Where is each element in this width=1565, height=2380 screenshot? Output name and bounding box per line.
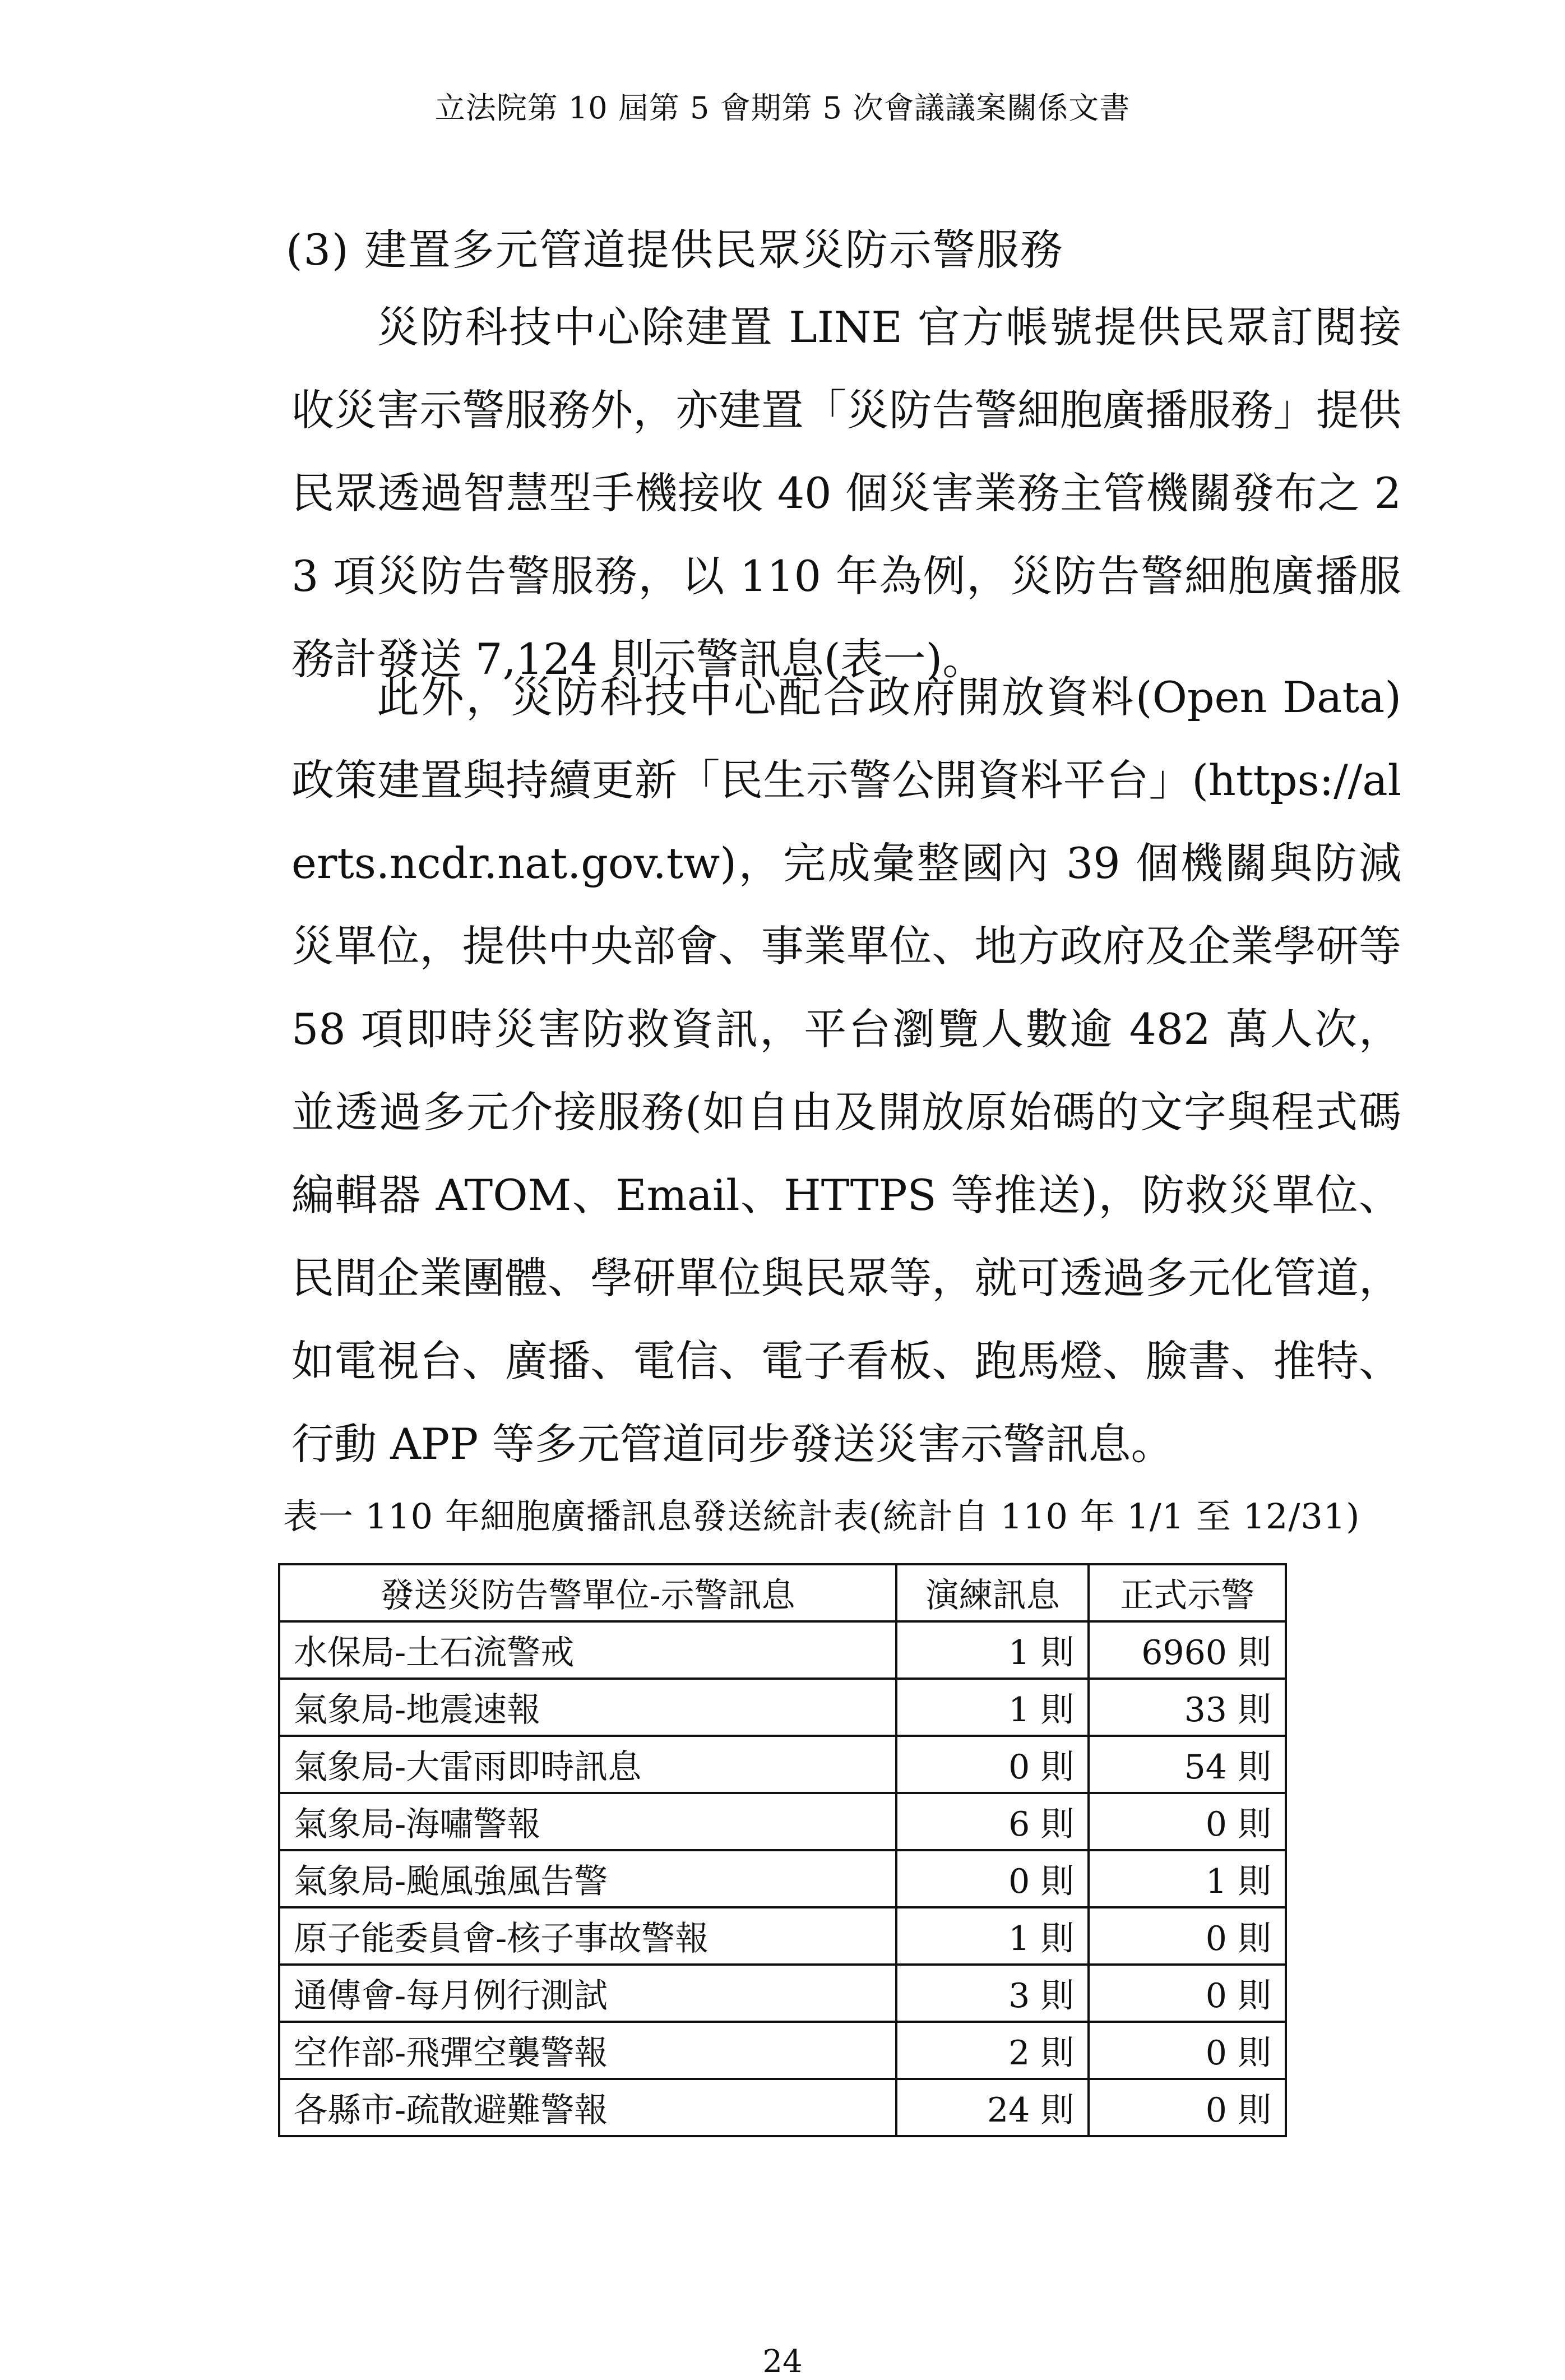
- cell-drill: 2 則: [896, 2022, 1089, 2079]
- cell-unit: 各縣市-疏散避難警報: [279, 2079, 896, 2136]
- cell-unit: 水保局-土石流警戒: [279, 1621, 896, 1679]
- cell-official: 0 則: [1089, 1793, 1286, 1850]
- cell-official: 33 則: [1089, 1679, 1286, 1736]
- table-row: [279, 1621, 1286, 1679]
- cell-unit: 空作部-飛彈空襲警報: [279, 2022, 896, 2079]
- cell-drill: 24 則: [896, 2079, 1089, 2136]
- page-number: 24: [762, 2344, 803, 2380]
- cell-drill: 6 則: [896, 1793, 1089, 1850]
- cell-unit: 通傳會-每月例行測試: [279, 1965, 896, 2022]
- cell-unit: 氣象局-海嘯警報: [279, 1793, 896, 1850]
- table-row: [279, 2022, 1286, 2079]
- table-row: [279, 1850, 1286, 1907]
- header-unit: 發送災防告警單位-示警訊息: [279, 1564, 896, 1621]
- cell-drill: 0 則: [896, 1850, 1089, 1907]
- table-caption: 表一 110 年細胞廣播訊息發送統計表(統計自 110 年 1/1 至 12/31): [283, 1496, 1360, 1537]
- header-drill: 演練訊息: [896, 1564, 1089, 1621]
- header-official: 正式示警: [1089, 1564, 1286, 1621]
- table-row: [279, 1793, 1286, 1850]
- cell-official: 0 則: [1089, 2079, 1286, 2136]
- alert-statistics-table: [278, 1563, 1287, 2137]
- body-paragraph-2: 此外，災防科技中心配合政府開放資料(Open Data)政策建置與持續更新「民生示警公開資料平台」(https://alerts.ncdr.nat.gov.tw)，完成彙整國內 39 個機關與防減災單位，提供中央部會、事業單位、地方政府及企業學研等 58 項即時災害防救資訊，平台瀏覽人數逾 482 萬人次，並透過多元介接服務(如自由及開放原始碼的文字與程式碼編輯器 ATOM、Email、HTTPS 等推送)，防救災單位、民間企業團體、學研單位與民眾等，就可透過多元化管道，如電視台、廣播、電信、電子看板、跑馬燈、臉書、推特、行動 APP 等多元管道同步發送災害示警訊息。: [291, 672, 1401, 1469]
- table-row: [279, 1907, 1286, 1965]
- table-row: [279, 1736, 1286, 1793]
- cell-official: 1 則: [1089, 1850, 1286, 1907]
- cell-official: 0 則: [1089, 1907, 1286, 1965]
- section-heading: (3) 建置多元管道提供民眾災防示警服務: [286, 225, 1064, 275]
- table-header-row: [279, 1564, 1286, 1621]
- cell-unit: 氣象局-地震速報: [279, 1679, 896, 1736]
- document-header: 立法院第 10 屆第 5 會期第 5 次會議議案關係文書: [434, 90, 1131, 126]
- table-row: [279, 2079, 1286, 2136]
- cell-drill: 1 則: [896, 1679, 1089, 1736]
- body-paragraph-1: 災防科技中心除建置 LINE 官方帳號提供民眾訂閱接收災害示警服務外，亦建置「災防告警細胞廣播服務」提供民眾透過智慧型手機接收 40 個災害業務主管機關發布之 23 項災防告警服務，以 110 年為例，災防告警細胞廣播服務計發送 7,124 則示警訊息(表一)。: [291, 302, 1401, 684]
- table-row: [279, 1679, 1286, 1736]
- cell-unit: 原子能委員會-核子事故警報: [279, 1907, 896, 1965]
- cell-official: 54 則: [1089, 1736, 1286, 1793]
- cell-official: 6960 則: [1089, 1621, 1286, 1679]
- table-row: [279, 1965, 1286, 2022]
- cell-unit: 氣象局-颱風強風告警: [279, 1850, 896, 1907]
- cell-official: 0 則: [1089, 2022, 1286, 2079]
- cell-drill: 1 則: [896, 1907, 1089, 1965]
- cell-drill: 1 則: [896, 1621, 1089, 1679]
- cell-drill: 3 則: [896, 1965, 1089, 2022]
- cell-drill: 0 則: [896, 1736, 1089, 1793]
- cell-official: 0 則: [1089, 1965, 1286, 2022]
- cell-unit: 氣象局-大雷雨即時訊息: [279, 1736, 896, 1793]
